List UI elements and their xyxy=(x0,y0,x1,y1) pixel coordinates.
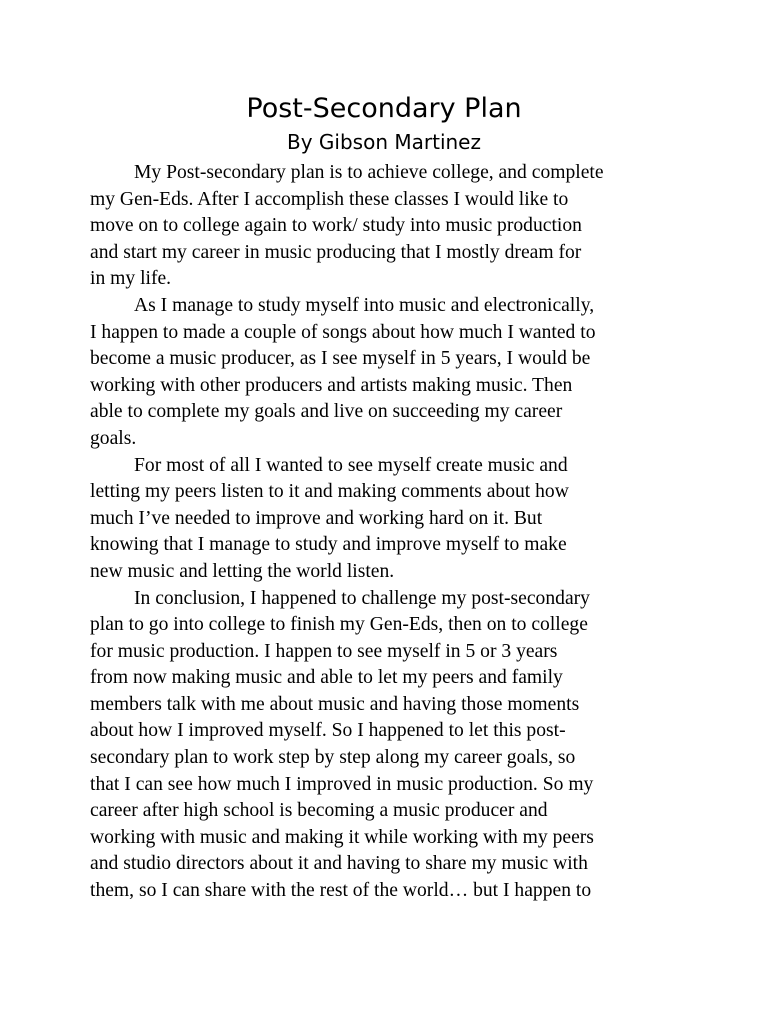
text-line: secondary plan to work step by step along my career goals, so xyxy=(90,747,576,769)
text-line: plan to go into college to finish my Gen-Eds, then on to college xyxy=(90,614,588,636)
text-line: knowing that I manage to study and improve myself to make xyxy=(90,534,567,556)
text-line: For most of all I wanted to see myself create music and xyxy=(134,454,568,476)
text-line: able to complete my goals and live on succeeding my career xyxy=(90,401,563,423)
paragraph-2 xyxy=(90,293,690,453)
paragraph-3 xyxy=(90,453,690,586)
text-line: working with music and making it while working with my peers xyxy=(90,826,594,848)
text-line: My Post-secondary plan is to achieve college, and complete xyxy=(134,162,604,183)
text-line: for music production. I happen to see myself in 5 or 3 years xyxy=(90,640,558,662)
paragraph-4 xyxy=(90,586,690,905)
text-line: working with other producers and artists making music. Then xyxy=(90,374,573,396)
text-line: members talk with me about music and having those moments xyxy=(90,693,580,715)
text-line: goals. xyxy=(90,427,137,449)
text-line: move on to college again to work/ study into music production xyxy=(90,215,582,237)
text-line: and studio directors about it and having to share my music with xyxy=(90,853,588,875)
text-line: new music and letting the world listen. xyxy=(90,560,395,582)
text-line: letting my peers listen to it and making comments about how xyxy=(90,481,569,503)
text-line: from now making music and able to let my peers and family xyxy=(90,667,563,689)
text-line: in my life. xyxy=(90,268,172,290)
text-line: and start my career in music producing that I mostly dream for xyxy=(90,241,582,263)
text-line: about how I improved myself. So I happened to let this post- xyxy=(90,720,566,742)
text-line: career after high school is becoming a music producer and xyxy=(90,800,548,822)
text-line: become a music producer, as I see myself in 5 years, I would be xyxy=(90,348,591,370)
text-line: I happen to made a couple of songs about how much I wanted to xyxy=(90,321,596,343)
document-title: Post-Secondary Plan xyxy=(246,93,522,124)
author-byline: By Gibson Martinez xyxy=(287,130,481,154)
text-line: that I can see how much I improved in music production. So my xyxy=(90,773,594,795)
text-line: As I manage to study myself into music and electronically, xyxy=(134,294,595,316)
text-line: much I’ve needed to improve and working hard on it. But xyxy=(90,507,543,529)
text-line: my Gen-Eds. After I accomplish these classes I would like to xyxy=(90,188,569,210)
paragraph-1 xyxy=(90,160,690,293)
text-line: them, so I can share with the rest of the world… but I happen to xyxy=(90,880,592,902)
text-line: In conclusion, I happened to challenge my post-secondary xyxy=(134,587,590,609)
essay-body xyxy=(90,160,690,905)
